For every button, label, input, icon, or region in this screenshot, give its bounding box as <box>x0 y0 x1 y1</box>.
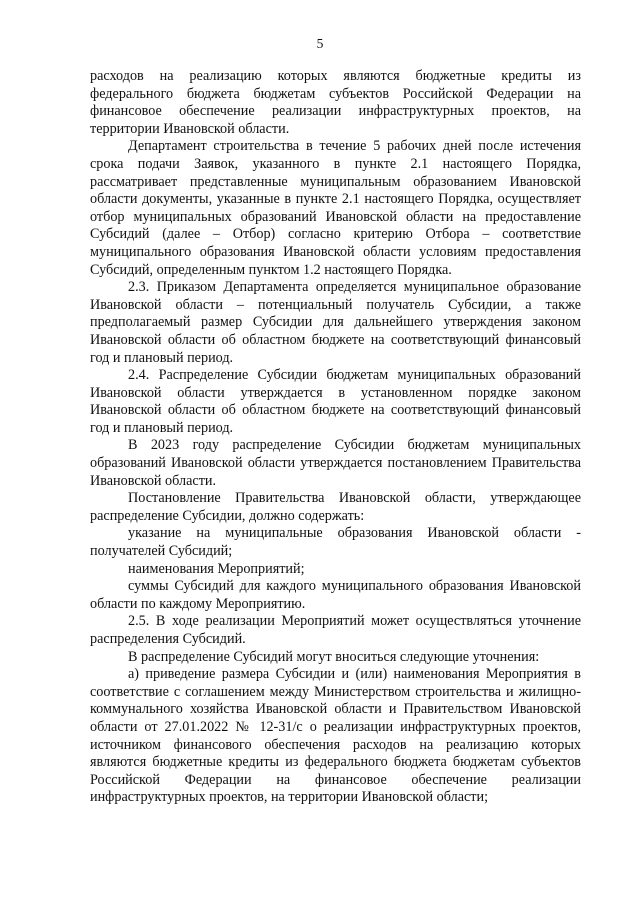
paragraph: указание на муниципальные образования Ивановской области - получателей Субсидий; <box>90 525 581 560</box>
paragraph: 2.4. Распределение Субсидии бюджетам муниципальных образований Ивановской области утверждается в установленном порядке законом Ивановской области об областном бюджете на соответствующий финансовый год и плановый период. <box>90 367 581 436</box>
paragraph: суммы Субсидий для каждого муниципального образования Ивановской области по каждому Мероприятию. <box>90 578 581 612</box>
page-number: 5 <box>316 36 324 51</box>
paragraph: Департамент строительства в течение 5 рабочих дней после истечения срока подачи Заявок, указанного в пункте 2.1 настоящего Порядка, рассматривает представленные муниципальным образованием Ивановской области документы, указанные в пункте 2.1 настоящего Порядка, осуществляет отбор муниципальных образований Ивановской области на предоставление Субсидий (далее – Отбор) согласно критерию Отбора – соответствие муниципального образования Ивановской области условиям предоставления Субсидий, определенным пунктом 1.2 настоящего Порядка. <box>90 138 581 278</box>
paragraph: а) приведение размера Субсидии и (или) наименования Мероприятия в соответствие с соглашением между Министерством строительства и жилищно-коммунального хозяйства Ивановской области и Правительством Ивановской области от 27.01.2022 № 12-31/с о реализации инфраструктурных проектов, источником финансового обеспечения расходов на реализацию которых являются бюджетные кредиты из федерального бюджета бюджетам субъектов Российской Федерации на финансовое обеспечение реализации инфраструктурных проектов, на территории Ивановской области; <box>90 666 581 806</box>
paragraph: 2.3. Приказом Департамента определяется муниципальное образование Ивановской области – потенциальный получатель Субсидии, а также предполагаемый размер Субсидии для дальнейшего утверждения законом Ивановской области об областном бюджете на соответствующий финансовый год и плановый период. <box>90 279 581 366</box>
paragraph: наименования Мероприятий; <box>128 560 305 577</box>
paragraph: расходов на реализацию которых являются бюджетные кредиты из федерального бюджета бюджетам субъектов Российской Федерации на финансовое обеспечение реализации инфраструктурных проектов, на территории Ивановской области. <box>90 68 581 137</box>
document-body <box>90 68 581 807</box>
paragraph: 2.5. В ходе реализации Мероприятий может осуществляться уточнение распределения Субсидий. <box>90 613 581 647</box>
paragraph: В распределение Субсидий могут вноситься следующие уточнения: <box>128 648 540 665</box>
paragraph: В 2023 году распределение Субсидии бюджетам муниципальных образований Ивановской области утверждается постановлением Правительства Ивановской области. <box>90 437 581 489</box>
paragraph: Постановление Правительства Ивановской области, утверждающее распределение Субсидии, должно содержать: <box>90 490 581 524</box>
